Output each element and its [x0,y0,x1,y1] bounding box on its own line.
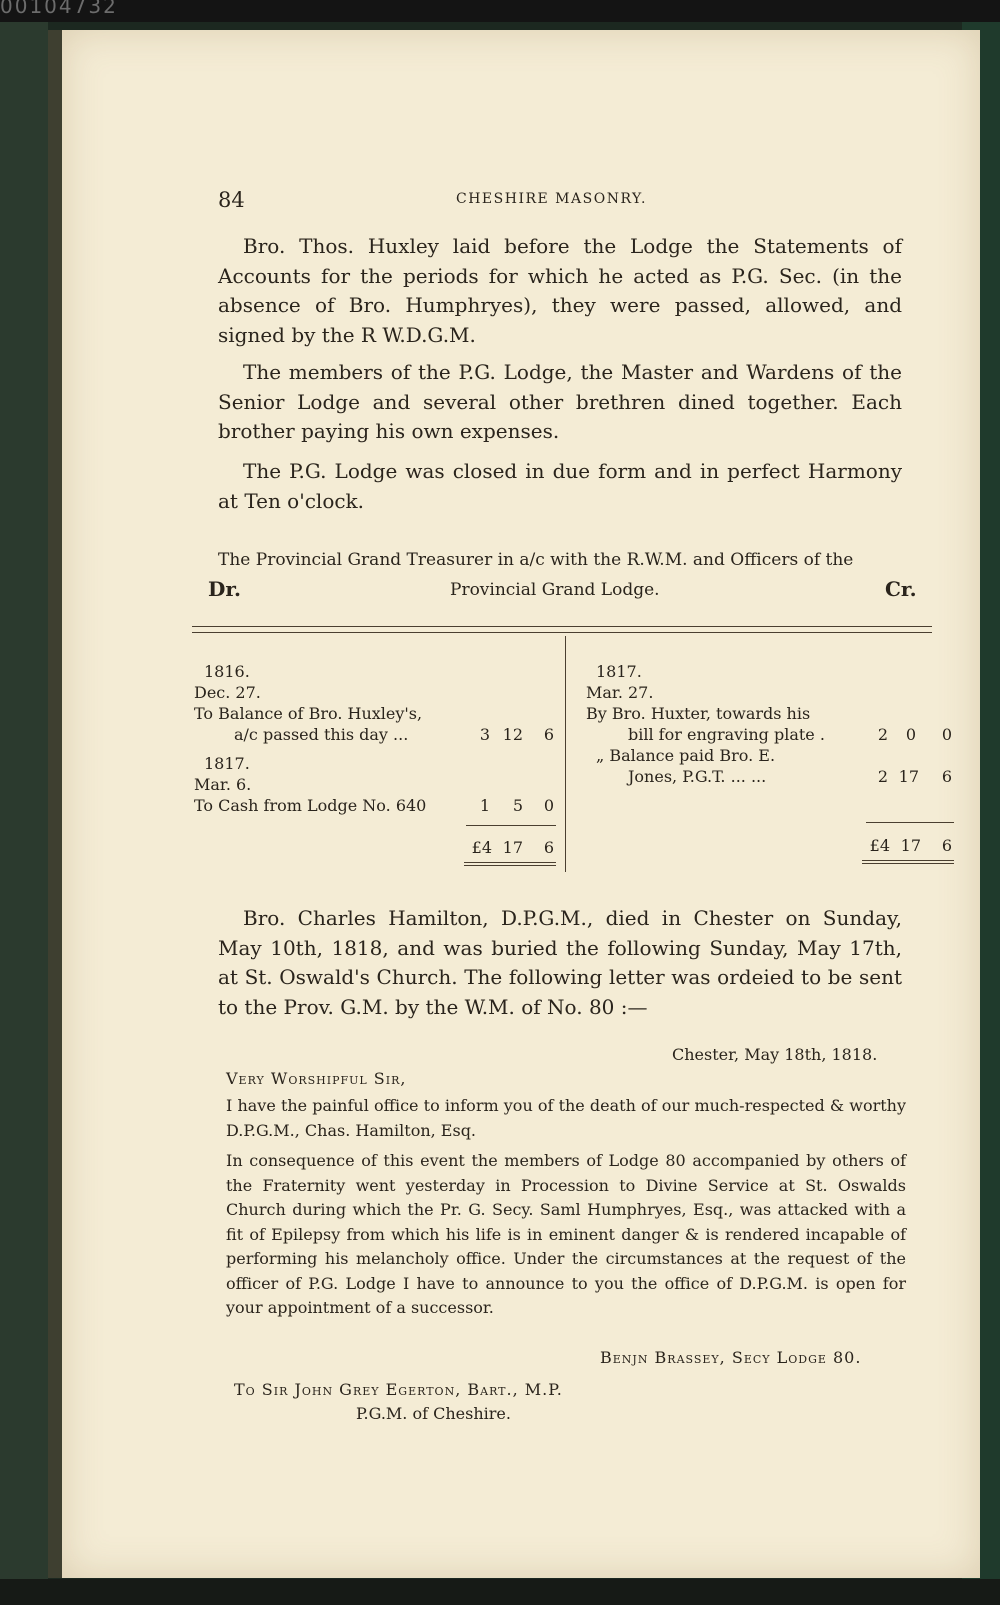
paragraph-3: The P.G. Lodge was closed in due form and in perfect Harmony at Ten o'clock. [218,459,902,513]
credit-year-1: 1817. [596,662,642,681]
debit-total-double-rule [464,862,556,866]
page-header [218,188,908,216]
letter-paragraph-1: I have the painful office to inform you of the death of our much-respected & worthy D.P.G.M., Chas. Hamilton, Esq. [226,1096,906,1140]
debit-entry-1-pounds: 3 [479,725,490,744]
paragraph-1: Bro. Thos. Huxley laid before the Lodge the Statements of Accounts for the periods for which he acted as P.G. Sec. (in the absence of Bro. Humphryes), they were passed, allowed, and signed by the R W.D.G.M. [218,234,902,347]
credit-entry-1-pounds: 2 [877,725,888,744]
debit-entry-1: To Balance of Bro. Huxley's, [194,704,423,723]
debit-date-1: Dec. 27. [194,683,261,702]
credit-entry-1-shillings: 0 [905,725,916,744]
letter-signature: Benjn Brassey, Secy Lodge 80. [600,1348,862,1367]
debit-heading: Dr. [208,577,242,601]
letter-paragraph-2: In consequence of this event the members of Lodge 80 accompanied by others of the Fraternity went yesterday in Procession to Divine Service at St. Oswalds Church during which the Pr. G. Secy. Saml Humphryes, Esq., was attacked with a fit of Epilepsy from which his life is in eminent danger & is rendered incapable of performing his melancholy office. Under the circumstances at the request of the officer of P.G. Lodge I have to announce to you the office of D.P.G.M. is open for your appointment of a successor. [226,1151,906,1317]
debit-total-pounds: £4 [471,838,492,857]
debit-year-1: 1816. [204,662,250,681]
debit-total-pence: 6 [543,838,554,857]
page-number: 84 [218,188,245,212]
scan-bottom-strip [0,1579,1000,1605]
debit-year-2: 1817. [204,754,250,773]
account-divider [565,636,566,872]
credit-entry-1-pence: 0 [941,725,952,744]
running-head: CHESHIRE MASONRY. [456,191,647,207]
debit-date-2: Mar. 6. [194,775,252,794]
account-title: The Provincial Grand Treasurer in a/c with the R.W.M. and Officers of the [218,550,854,570]
binding-left [0,22,48,1582]
letter-address-1: To Sir John Grey Egerton, Bart., M.P. [234,1380,563,1399]
credit-entry-2: „ Balance paid Bro. E. [596,746,776,765]
debit-entry-1-shillings: 12 [502,725,523,744]
credit-date-1: Mar. 27. [586,683,654,702]
account-rule-top [192,626,932,627]
account-rule-top-2 [192,632,932,633]
scan-top-strip [0,0,1000,22]
credit-sum-rule [866,822,954,823]
letter-address-2: P.G.M. of Cheshire. [356,1404,511,1423]
credit-total-shillings: 17 [900,836,921,855]
letter-salutation: Very Worshipful Sir, [226,1069,407,1088]
debit-entry-2-pounds: 1 [479,796,490,815]
debit-sum-rule [466,825,556,826]
debit-entry-2-pence: 0 [543,796,554,815]
credit-entry-2-shillings: 17 [898,767,919,786]
scan-label: 00104732 [0,0,118,18]
credit-total-pounds: £4 [869,836,890,855]
debit-entry-1-pence: 6 [543,725,554,744]
paragraph-2: The members of the P.G. Lodge, the Master and Wardens of the Senior Lodge and several other brethren dined together. Each brother paying his own expenses. [218,360,902,443]
debit-total-shillings: 17 [502,838,523,857]
debit-entry-2-shillings: 5 [512,796,523,815]
debit-entry-1-cont: a/c passed this day ... [234,725,409,744]
credit-entry-2-pounds: 2 [877,767,888,786]
credit-total-pence: 6 [941,836,952,855]
letter-dateline: Chester, May 18th, 1818. [672,1045,878,1064]
paragraph-4: Bro. Charles Hamilton, D.P.G.M., died in Chester on Sunday, May 10th, 1818, and was buried the following Sunday, May 17th, at St. Oswald's Church. The following letter was ordeied to be sent to the Prov. G.M. by the W.M. of No. 80 :— [218,906,902,1019]
credit-entry-2-pence: 6 [941,767,952,786]
debit-entry-2: To Cash from Lodge No. 640 [194,796,427,815]
credit-entry-2-cont: Jones, P.G.T. ... ... [628,767,767,786]
credit-entry-1-cont: bill for engraving plate . [628,725,825,744]
credit-total-double-rule [862,860,954,864]
credit-heading: Cr. [885,577,917,601]
account-subtitle: Provincial Grand Lodge. [450,580,660,600]
credit-entry-1: By Bro. Huxter, towards his [586,704,811,723]
